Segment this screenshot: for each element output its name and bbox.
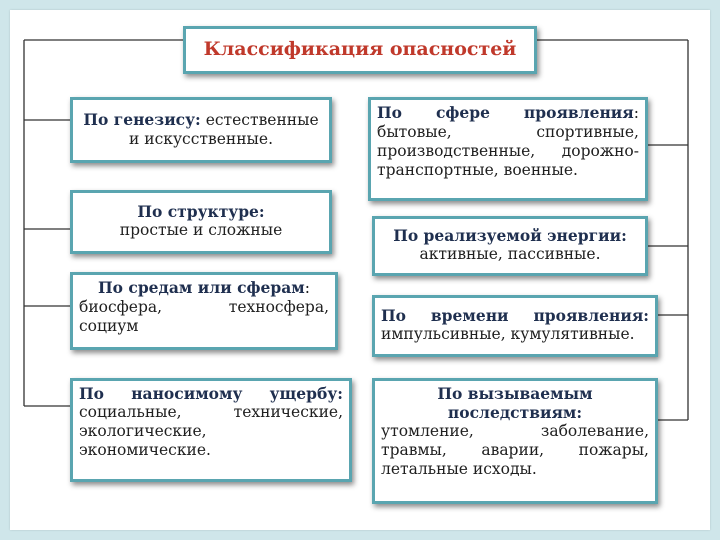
box-media bbox=[70, 272, 338, 350]
box-genesis-text: естественные и искусственные. bbox=[128, 111, 319, 148]
box-sphere-colon: : bbox=[633, 104, 639, 122]
box-media-label: По средам или сферам bbox=[98, 278, 305, 297]
box-consequences bbox=[372, 378, 658, 504]
box-sphere-line-1: бытовые, спортивные, bbox=[377, 123, 639, 141]
box-damage-label: По наносимому ущербу: bbox=[79, 384, 343, 403]
box-damage-line-3: экономические. bbox=[79, 441, 211, 459]
box-damage-line-2: экологические, bbox=[79, 422, 207, 440]
box-time bbox=[372, 295, 658, 357]
box-structure-label: По структуре: bbox=[137, 202, 265, 221]
box-structure-text: простые и сложные bbox=[119, 221, 283, 239]
box-consequences-line-2: травмы, аварии, пожары, bbox=[381, 441, 649, 459]
title-text: Классификация опасностей bbox=[203, 38, 517, 60]
box-structure bbox=[70, 190, 332, 254]
box-media-line-2: социум bbox=[79, 317, 139, 335]
title-box bbox=[183, 26, 537, 74]
box-sphere-line-2: производственные, дорожно- bbox=[377, 142, 639, 160]
box-sphere-line-3: транспортные, военные. bbox=[377, 161, 578, 179]
box-consequences-label-2: последствиям: bbox=[447, 403, 583, 422]
box-sphere-label: По сфере проявления bbox=[377, 103, 634, 122]
box-energy-label: По реализуемой энергии: bbox=[393, 226, 627, 245]
box-damage bbox=[70, 378, 352, 482]
box-time-text: импульсивные, кумулятивные. bbox=[381, 325, 635, 343]
box-media-line-1: биосфера, техносфера, bbox=[79, 298, 329, 316]
box-consequences-label-1: По вызываемым bbox=[437, 384, 593, 403]
slide bbox=[10, 10, 710, 530]
box-time-label: По времени проявления: bbox=[381, 306, 649, 325]
box-genesis bbox=[70, 97, 332, 163]
box-consequences-line-3: летальные исходы. bbox=[381, 460, 537, 478]
box-damage-line-1: социальные, технические, bbox=[79, 403, 343, 421]
box-consequences-line-1: утомление, заболевание, bbox=[381, 422, 649, 440]
box-sphere bbox=[368, 97, 648, 201]
box-genesis-label: По генезису: bbox=[83, 110, 201, 129]
box-energy-text: активные, пассивные. bbox=[419, 245, 601, 263]
box-media-colon: : bbox=[304, 279, 310, 297]
box-energy bbox=[372, 216, 648, 276]
